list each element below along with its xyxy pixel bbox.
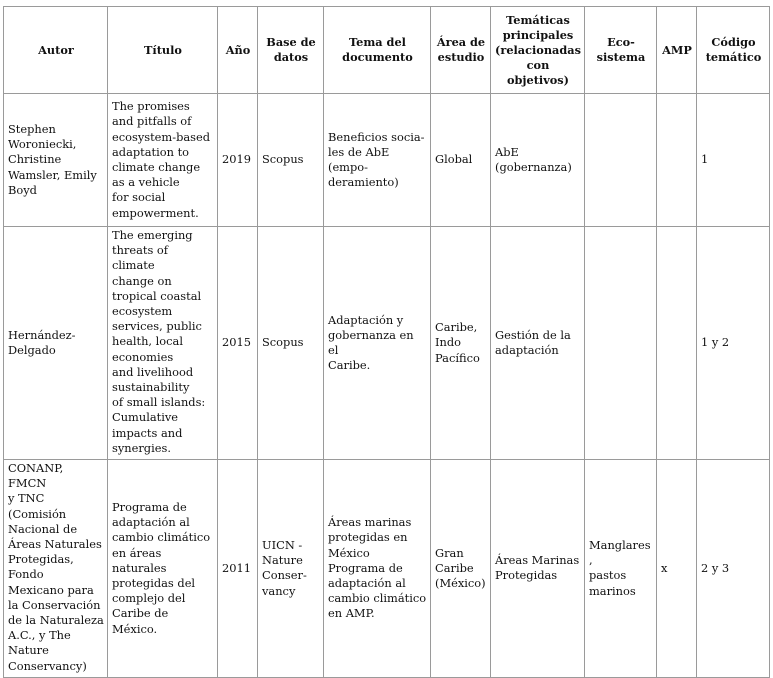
cell-codigo: 2 y 3 [697, 460, 770, 678]
literature-review-table [3, 6, 770, 678]
cell-tematicas: Áreas Marinas Protegidas [491, 460, 585, 678]
cell-ecosistema [585, 94, 657, 227]
cell-amp [657, 94, 697, 227]
cell-autor: CONANP, FMCN y TNC (Comisión Nacional de Áreas Naturales Protegidas, Fondo Mexicano para la Conservación de la Naturaleza A.C., y The Nature Conservancy) [4, 460, 108, 678]
header-tema-del-documento: Tema del documento [324, 7, 431, 94]
cell-base-de-datos: UICN - Nature Conser- vancy [258, 460, 324, 678]
cell-anio: 2019 [218, 94, 258, 227]
header-titulo: Título [108, 7, 218, 94]
cell-codigo: 1 [697, 94, 770, 227]
table-row [4, 227, 770, 460]
cell-area: Gran Caribe (México) [431, 460, 491, 678]
header-anio: Año [218, 7, 258, 94]
cell-anio: 2011 [218, 460, 258, 678]
cell-area: Caribe, Indo Pacífico [431, 227, 491, 460]
cell-titulo: The promises and pitfalls of ecosystem-based adaptation to climate change as a vehicle for social empowerment. [108, 94, 218, 227]
cell-titulo: The emerging threats of climate change on tropical coastal ecosystem services, public health, local economies and livelihood sustainability of small islands: Cumulative impacts and synergies. [108, 227, 218, 460]
cell-tematicas: Gestión de la adaptación [491, 227, 585, 460]
header-ecosistema: Eco- sistema [585, 7, 657, 94]
table-row [4, 460, 770, 678]
cell-tema: Beneficios socia- les de AbE (empo- deramiento) [324, 94, 431, 227]
cell-autor: Stephen Woroniecki, Christine Wamsler, Emily Boyd [4, 94, 108, 227]
cell-anio: 2015 [218, 227, 258, 460]
header-base-de-datos: Base de datos [258, 7, 324, 94]
header-area-de-estudio: Área de estudio [431, 7, 491, 94]
header-amp: AMP [657, 7, 697, 94]
cell-ecosistema: Manglares, pastos marinos [585, 460, 657, 678]
cell-base-de-datos: Scopus [258, 227, 324, 460]
header-row [4, 7, 770, 94]
cell-area: Global [431, 94, 491, 227]
header-tematicas-principales: Temáticas principales (relacionadas con objetivos) [491, 7, 585, 94]
cell-amp: x [657, 460, 697, 678]
cell-ecosistema [585, 227, 657, 460]
cell-tema: Adaptación y gobernanza en el Caribe. [324, 227, 431, 460]
cell-tematicas: AbE (gobernanza) [491, 94, 585, 227]
cell-tema: Áreas marinas protegidas en México Programa de adaptación al cambio climático en AMP. [324, 460, 431, 678]
cell-base-de-datos: Scopus [258, 94, 324, 227]
table-row [4, 94, 770, 227]
cell-amp [657, 227, 697, 460]
header-autor: Autor [4, 7, 108, 94]
cell-autor: Hernández- Delgado [4, 227, 108, 460]
cell-titulo: Programa de adaptación al cambio climático en áreas naturales protegidas del complejo del Caribe de México. [108, 460, 218, 678]
header-codigo-tematico: Código temático [697, 7, 770, 94]
cell-codigo: 1 y 2 [697, 227, 770, 460]
